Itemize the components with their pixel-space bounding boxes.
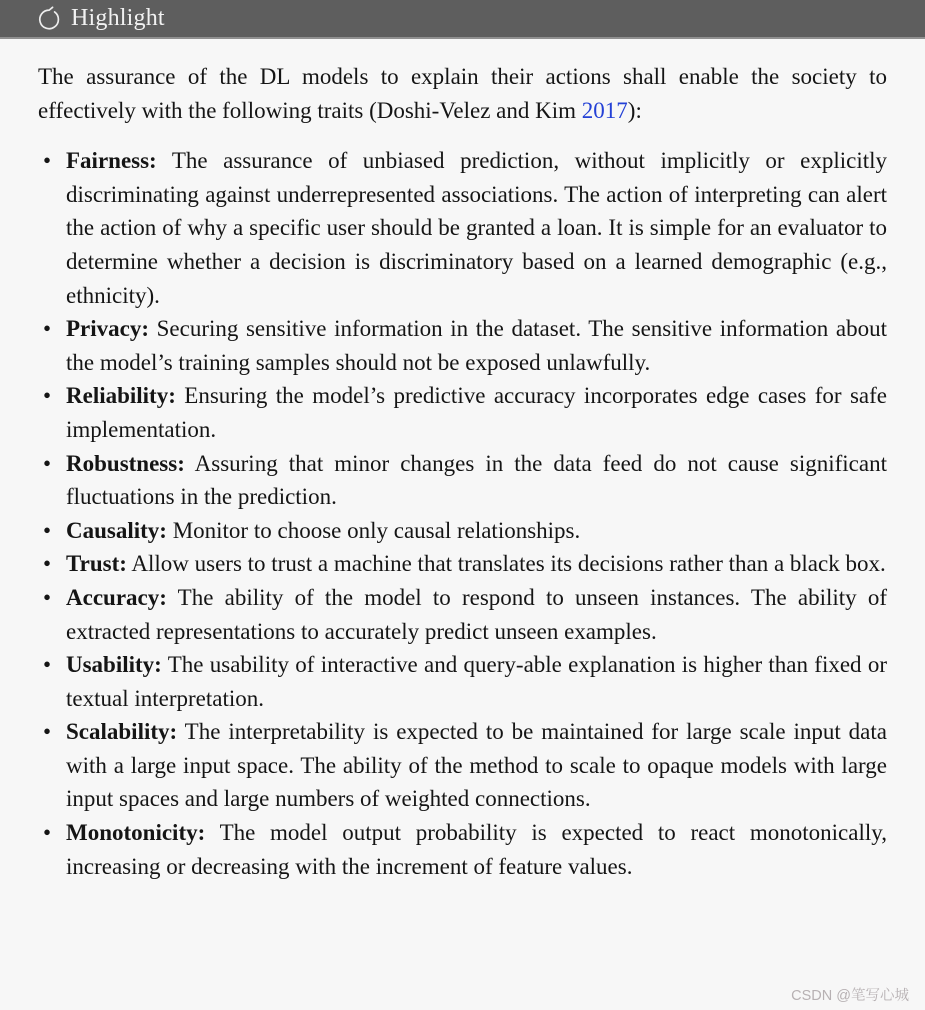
intro-text-after: ): (627, 97, 642, 123)
trait-desc: The ability of the model to respond to unseen instances. The ability of extracted representations to accurately predict unseen examples. (66, 584, 887, 644)
trait-term: Robustness: (66, 450, 185, 476)
trait-desc: Ensuring the model’s predictive accuracy incorporates edge cases for safe implementation. (66, 383, 887, 442)
citation-link[interactable]: 2017 (581, 97, 628, 123)
trait-item (38, 715, 887, 816)
trait-desc: The model output probability is expected to react monotonically, increasing or decreasing with the increment of feature values. (66, 820, 887, 879)
trait-term: Reliability: (66, 383, 176, 409)
trait-term: Fairness: (66, 148, 157, 174)
trait-term: Monotonicity: (66, 820, 206, 846)
intro-paragraph (38, 60, 887, 127)
trait-item (38, 581, 887, 648)
trait-term: Scalability: (66, 719, 178, 745)
trait-term: Usability: (66, 652, 162, 678)
circular-arrow-icon (36, 6, 62, 32)
traits-list (38, 144, 887, 883)
trait-term: Accuracy: (66, 584, 167, 610)
trait-term: Causality: (66, 517, 167, 543)
trait-item (38, 312, 887, 379)
trait-item (38, 447, 887, 514)
trait-item (38, 379, 887, 446)
trait-term: Trust: (66, 551, 127, 577)
csdn-watermark: CSDN @笔写心城 (791, 988, 909, 1004)
trait-term: Privacy: (66, 316, 150, 342)
trait-desc: Assuring that minor changes in the data feed do not cause significant fluctuations in the prediction. (66, 450, 887, 510)
trait-item (38, 514, 887, 548)
trait-desc: Monitor to choose only causal relationships. (166, 517, 581, 543)
trait-desc: Securing sensitive information in the dataset. The sensitive information about the model’s training samples should not be exposed unlawfully. (66, 316, 887, 375)
trait-item (38, 547, 887, 581)
intro-text-before: The assurance of the DL models to explain their actions shall enable the society to effectively with the following traits (Doshi-Velez and Kim (38, 64, 887, 123)
trait-desc: The usability of interactive and query-able explanation is higher than fixed or textual interpretation. (66, 652, 887, 711)
trait-desc: The assurance of unbiased prediction, without implicitly or explicitly discriminating against underrepresented associations. The action of interpreting can alert the action of why a specific user should be granted a loan. It is simple for an evaluator to determine whether a decision is discriminatory based on a learned demographic (e.g., ethnicity). (66, 148, 887, 308)
trait-item (38, 144, 887, 312)
trait-desc: Allow users to trust a machine that translates its decisions rather than a black box. (126, 551, 886, 577)
highlight-header-bar (0, 0, 925, 39)
trait-item (38, 816, 887, 883)
trait-desc: The interpretability is expected to be maintained for large scale input data with a large input space. The ability of the method to scale to opaque models with large input spaces and large numbers of weighted connections. (66, 719, 887, 812)
highlight-body (0, 39, 925, 883)
trait-item (38, 648, 887, 715)
highlight-title: Highlight (71, 5, 165, 31)
